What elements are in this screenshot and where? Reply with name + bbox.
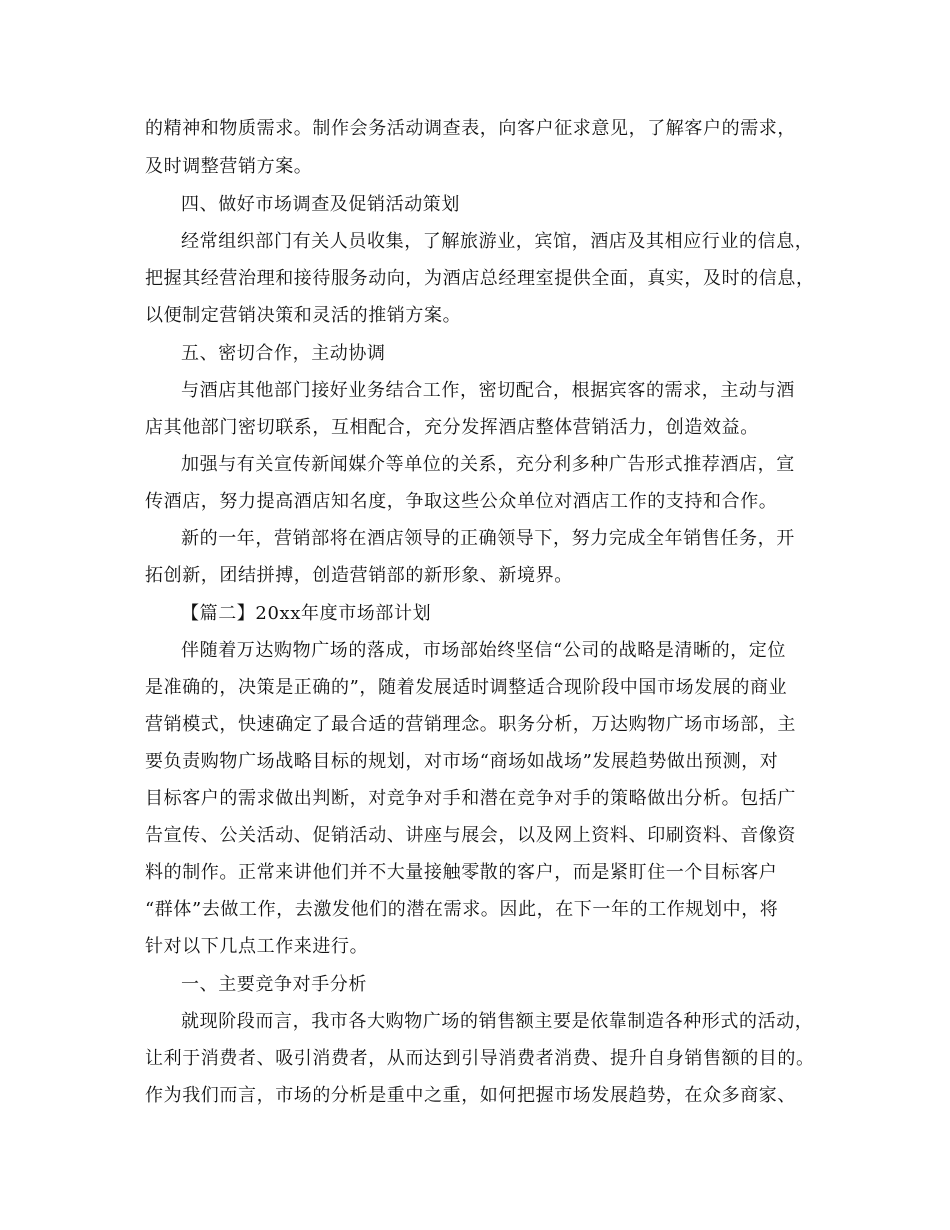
- text-line: 与酒店其他部门接好业务结合工作，密切配合，根据宾客的需求，主动与酒: [181, 380, 795, 401]
- text-line: 让利于消费者、吸引消费者，从而达到引导消费者消费、提升自身销售额的目的。: [145, 1048, 815, 1069]
- text-line: 目标客户的需求做出判断，对竞争对手和潜在竞争对手的策略做出分析。包括广: [145, 788, 796, 809]
- text-line: 店其他部门密切联系，互相配合，充分发挥酒店整体营销活力，创造效益。: [145, 417, 759, 438]
- section-heading: 四、做好市场调查及促销活动策划: [181, 194, 460, 215]
- text-line: 拓创新，团结拼搏，创造营销部的新形象、新境界。: [145, 565, 573, 586]
- text-line: 料的制作。正常来讲他们并不大量接触零散的客户，而是紧盯住一个目标客户: [145, 862, 778, 883]
- text-line: 营销模式，快速确定了最合适的营销理念。职务分析，万达购物广场市场部，主: [145, 714, 796, 735]
- text-line: “群体”去做工作，去激发他们的潜在需求。因此，在下一年的工作规划中，将: [145, 899, 779, 920]
- text-line: 是准确的，决策是正确的”，随着发展适时调整适合现阶段中国市场发展的商业: [145, 677, 788, 698]
- section-heading: 一、主要竞争对手分析: [181, 974, 367, 995]
- text-line: 新的一年，营销部将在酒店领导的正确领导下，努力完成全年销售任务，开: [181, 528, 795, 549]
- text-line: 及时调整营销方案。: [145, 156, 313, 177]
- text-line: 把握其经营治理和接待服务动向，为酒店总经理室提供全面，真实，及时的信息，: [145, 268, 815, 289]
- section-heading: 五、密切合作，主动协调: [181, 343, 386, 364]
- text-line: 以便制定营销决策和灵活的推销方案。: [145, 305, 462, 326]
- text-line: 加强与有关宣传新闻媒介等单位的关系，充分利多种广告形式推荐酒店，宣: [181, 454, 795, 475]
- text-line: 告宣传、公关活动、促销活动、讲座与展会，以及网上资料、印刷资料、音像资: [145, 825, 796, 846]
- text-line: 针对以下几点工作来进行。: [145, 936, 369, 957]
- text-line: 传酒店，努力提高酒店知名度，争取这些公众单位对酒店工作的支持和合作。: [145, 491, 778, 512]
- text-line: 要负责购物广场战略目标的规划，对市场“商场如战场”发展趋势做出预测，对: [145, 751, 779, 772]
- text-line: 作为我们而言，市场的分析是重中之重，如何把握市场发展趋势，在众多商家、: [145, 1085, 796, 1106]
- text-line: 伴随着万达购物广场的落成，市场部始终坚信“公司的战略是清晰的，定位: [181, 640, 786, 661]
- text-line: 经常组织部门有关人员收集，了解旅游业，宾馆，酒店及其相应行业的信息，: [181, 231, 814, 252]
- text-line: 就现阶段而言，我市各大购物广场的销售额主要是依靠制造各种形式的活动，: [181, 1011, 814, 1032]
- text-line: 的精神和物质需求。制作会务活动调查表，向客户征求意见，了解客户的需求，: [145, 118, 796, 139]
- chapter-heading: 【篇二】20xx年度市场部计划: [181, 603, 432, 624]
